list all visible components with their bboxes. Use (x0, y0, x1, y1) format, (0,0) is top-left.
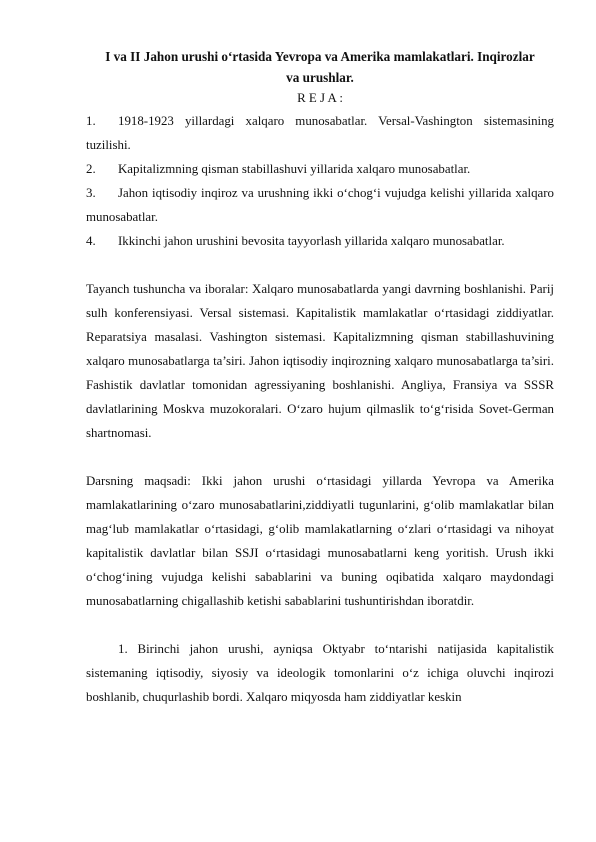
plan-item-text: Kapitalizmning qisman stabillashuvi yillarida xalqaro munosabatlar. (118, 162, 471, 176)
document-title (86, 46, 554, 88)
plan-list (86, 109, 554, 253)
plan-item-text: Ikkinchi jahon urushini bevosita tayyorlash yillarida xalqaro munosabatlar. (118, 234, 505, 248)
plan-item-number: 1. (86, 114, 96, 128)
plan-item (86, 109, 554, 157)
plan-item-text: 1918-1923 yillardagi xalqaro munosabatlar. Versal-Vashington sistemasining tuzilishi. (86, 114, 554, 152)
lesson-goal-paragraph: Darsning maqsadi: Ikki jahon urushi o‘rtasidagi yillarda Yevropa va Amerika mamlakatlarining o‘zaro munosabatlarini,ziddiyatli tugunlarini, g‘olib mamlakatlar bilan mag‘lub mamlakatlar o‘rtasidagi, g‘olib mamlakatlarning o‘zlari o‘rtasidagi va nihoyat kapitalistik davlatlar bilan SSJI o‘rtasidagi munosabatlarni keng yoritish. Urush ikki o‘chog‘ining vujudga kelishi sabablarini va buning oqibatida xalqaro maydondagi munosabatlarning chigallashib ketishi sabablarini tushuntirishdan iboratdir. (86, 474, 554, 608)
document-page (86, 46, 554, 709)
section-1-paragraph: 1. Birinchi jahon urushi, ayniqsa Oktyabr to‘ntarishi natijasida kapitalistik sistemaning iqtisodiy, siyosiy va ideologik tomonlarini o‘z ichiga oluvchi inqirozi boshlanib, chuqurlashib bordi. Xalqaro miqyosda ham ziddiyatlar keskin (86, 642, 554, 704)
title-line-1: I va II Jahon urushi o‘rtasida Yevropa va Amerika mamlakatlari. Inqirozlar (105, 49, 535, 64)
plan-item-text: Jahon iqtisodiy inqiroz va urushning ikki o‘chog‘i vujudga kelishi yillarida xalqaro munosabatlar. (86, 186, 554, 224)
plan-heading: R E J A : (297, 91, 343, 105)
key-terms-paragraph: Tayanch tushuncha va iboralar: Xalqaro munosabatlarda yangi davrning boshlanishi. Parij sulh konferensiyasi. Versal sistemasi. Kapitalistik mamlakatlar o‘rtasidagi ziddiyatlar. Reparatsiya masalasi. Vashington sistemasi. Kapitalizmning qisman stabillashuvining xalqaro munosabatlarga ta’siri. Jahon iqtisodiy inqirozning xalqaro munosabatlarga ta’siri. Fashistik davlatlar tomonidan agressiyaning boshlanishi. Angliya, Fransiya va SSSR davlatlarining Moskva muzokoralari. O‘zaro hujum qilmaslik to‘g‘risida Sovet-German shartnomasi. (86, 282, 554, 440)
spacer (86, 445, 554, 469)
plan-item (86, 181, 554, 229)
spacer (86, 253, 554, 277)
plan-item-number: 3. (86, 186, 96, 200)
plan-item-number: 2. (86, 162, 96, 176)
title-line-2: va urushlar. (286, 70, 354, 85)
plan-item (86, 229, 554, 253)
plan-item (86, 157, 554, 181)
plan-item-number: 4. (86, 234, 96, 248)
spacer (86, 613, 554, 637)
